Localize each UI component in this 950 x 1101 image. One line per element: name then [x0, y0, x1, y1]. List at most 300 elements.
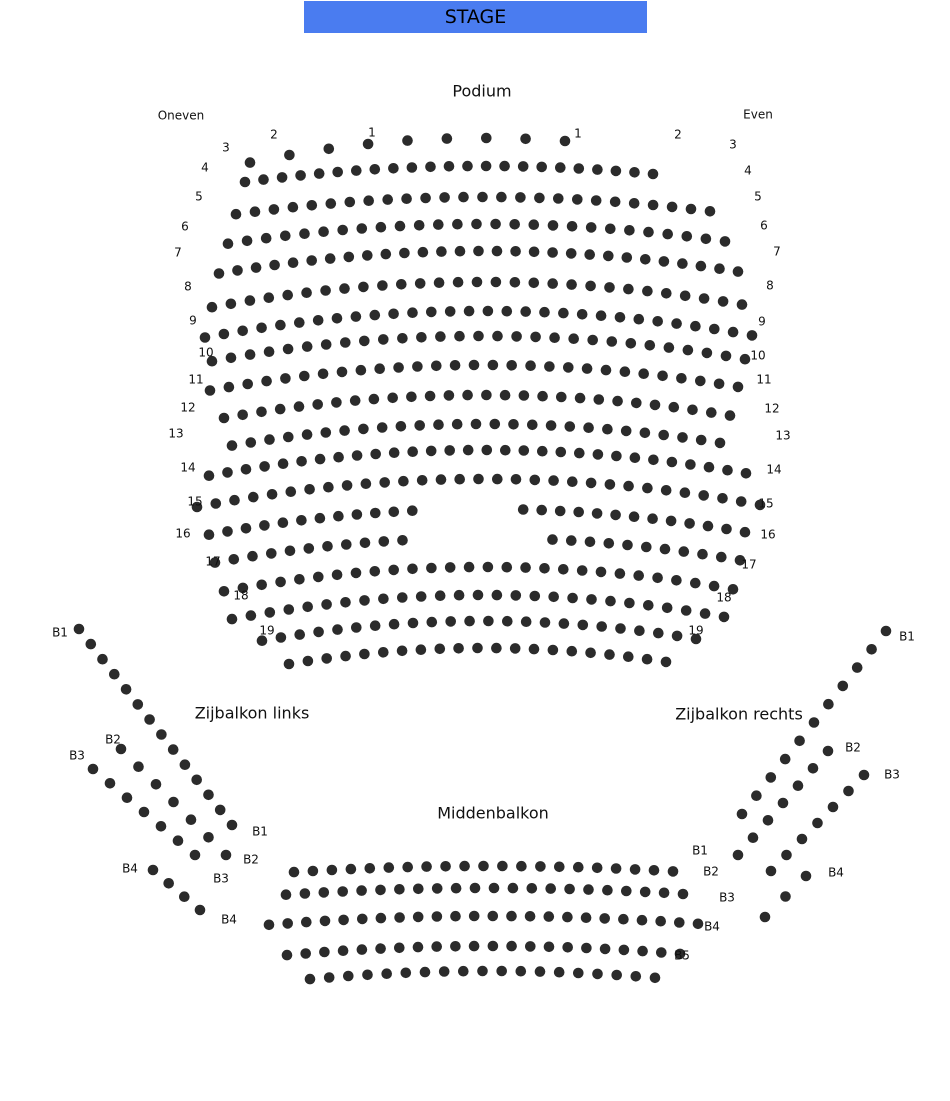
- middenbalkon-row-B5-seat-14[interactable]: [554, 967, 565, 978]
- podium-row-8-seat-7[interactable]: [321, 339, 332, 350]
- podium-row-8-seat-3[interactable]: [245, 349, 256, 360]
- podium-row-19-seat-13[interactable]: [510, 643, 521, 654]
- zijbalkon-rechts-row-B2-seat-5[interactable]: [763, 815, 774, 826]
- podium-row-15-seat-21[interactable]: [585, 537, 596, 548]
- podium-row-8-seat-21[interactable]: [587, 335, 598, 346]
- middenbalkon-row-B5-seat-7[interactable]: [420, 967, 431, 978]
- podium-row-19-seat-14[interactable]: [529, 644, 540, 655]
- podium-row-19-seat-1[interactable]: [284, 659, 295, 670]
- middenbalkon-row-B2-seat-4[interactable]: [337, 886, 348, 897]
- zijbalkon-links-row-B3-seat-2[interactable]: [105, 778, 116, 789]
- podium-row-18-seat-17[interactable]: [559, 618, 570, 629]
- podium-row-12-seat-5[interactable]: [278, 458, 289, 469]
- middenbalkon-row-B2-seat-17[interactable]: [583, 884, 594, 895]
- podium-row-15-seat-3[interactable]: [247, 551, 258, 562]
- podium-row-18-seat-13[interactable]: [483, 616, 494, 627]
- podium-row-17-seat-2[interactable]: [246, 610, 257, 621]
- podium-row-2-seat-19[interactable]: [574, 163, 585, 174]
- middenbalkon-row-B2-seat-9[interactable]: [432, 883, 443, 894]
- podium-row-7-seat-28[interactable]: [709, 324, 720, 335]
- podium-row-10-seat-9[interactable]: [369, 394, 380, 405]
- middenbalkon-row-B5-seat-8[interactable]: [439, 966, 450, 977]
- podium-row-4-seat-19[interactable]: [567, 221, 578, 232]
- podium-row-12-seat-29[interactable]: [722, 465, 733, 476]
- podium-row-4-seat-7[interactable]: [337, 225, 348, 236]
- podium-row-6-seat-3[interactable]: [245, 295, 256, 306]
- podium-row-18-seat-7[interactable]: [370, 620, 381, 631]
- zijbalkon-rechts-row-B3-seat-7[interactable]: [766, 866, 777, 877]
- podium-row-5-seat-19[interactable]: [547, 247, 558, 258]
- podium-row-14-seat-2[interactable]: [222, 526, 233, 537]
- middenbalkon-row-B4-seat-7[interactable]: [394, 943, 405, 954]
- zijbalkon-rechts-row-B1-seat-1[interactable]: [881, 626, 892, 637]
- podium-row-16-seat-18[interactable]: [539, 563, 550, 574]
- podium-row-4-seat-23[interactable]: [643, 227, 654, 238]
- podium-row-3-seat-9[interactable]: [382, 194, 393, 205]
- podium-row-13-seat-25[interactable]: [642, 483, 653, 494]
- podium-row-13-seat-24[interactable]: [623, 481, 634, 492]
- podium-row-14-seat-21[interactable]: [573, 507, 584, 518]
- podium-row-13-seat-11[interactable]: [379, 477, 390, 488]
- zijbalkon-rechts-row-B2-seat-1[interactable]: [823, 746, 834, 757]
- podium-row-7-seat-11[interactable]: [388, 309, 399, 320]
- podium-row-3-seat-23[interactable]: [648, 200, 659, 211]
- podium-row-4-seat-21[interactable]: [605, 224, 616, 235]
- podium-row-13-seat-2[interactable]: [211, 498, 222, 509]
- podium-row-7-seat-14[interactable]: [445, 306, 456, 317]
- podium-row-15-seat-27[interactable]: [697, 549, 708, 560]
- podium-row-17-seat-4[interactable]: [284, 604, 295, 615]
- middenbalkon-row-B2-seat-7[interactable]: [394, 884, 405, 895]
- podium-row-1-seat-2[interactable]: [284, 150, 295, 161]
- podium-row-5-seat-20[interactable]: [566, 248, 577, 259]
- podium-row-11-seat-21[interactable]: [602, 424, 613, 435]
- middenbalkon-row-B4-seat-12[interactable]: [488, 941, 499, 952]
- podium-row-3-seat-21[interactable]: [610, 197, 621, 208]
- podium-row-6-seat-4[interactable]: [264, 292, 275, 303]
- podium-row-13-seat-21[interactable]: [567, 476, 578, 487]
- podium-row-15-seat-24[interactable]: [641, 542, 652, 553]
- podium-row-7-seat-15[interactable]: [464, 306, 475, 317]
- podium-row-13-seat-5[interactable]: [267, 489, 278, 500]
- podium-row-10-seat-3[interactable]: [256, 407, 267, 418]
- zijbalkon-rechts-row-B1-seat-7[interactable]: [794, 736, 805, 747]
- podium-row-10-seat-2[interactable]: [237, 410, 248, 421]
- podium-row-16-seat-20[interactable]: [577, 565, 588, 576]
- podium-row-2-seat-4[interactable]: [295, 170, 306, 181]
- podium-row-11-seat-4[interactable]: [283, 432, 294, 443]
- middenbalkon-row-B5-seat-17[interactable]: [611, 970, 622, 981]
- podium-row-16-seat-10[interactable]: [388, 565, 399, 576]
- podium-row-7-seat-6[interactable]: [294, 317, 305, 328]
- middenbalkon-row-B4-seat-11[interactable]: [469, 941, 480, 952]
- podium-row-6-seat-13[interactable]: [434, 277, 445, 288]
- podium-row-16-seat-23[interactable]: [633, 570, 644, 581]
- zijbalkon-rechts-row-B2-seat-2[interactable]: [808, 763, 819, 774]
- podium-row-11-seat-2[interactable]: [246, 437, 257, 448]
- podium-row-9-seat-28[interactable]: [714, 379, 725, 390]
- zijbalkon-links-row-B1-seat-11[interactable]: [191, 775, 202, 786]
- podium-row-9-seat-5[interactable]: [280, 373, 291, 384]
- podium-row-18-seat-3[interactable]: [294, 629, 305, 640]
- podium-row-17-seat-17[interactable]: [530, 591, 541, 602]
- podium-row-12-seat-6[interactable]: [296, 456, 307, 467]
- middenbalkon-row-B1-seat-7[interactable]: [402, 862, 413, 873]
- podium-row-17-seat-25[interactable]: [681, 605, 692, 616]
- podium-row-14-seat-5[interactable]: [278, 517, 289, 528]
- podium-row-15-seat-19[interactable]: [547, 534, 558, 545]
- zijbalkon-rechts-row-B2-seat-6[interactable]: [748, 832, 759, 843]
- middenbalkon-row-B1-seat-6[interactable]: [384, 862, 395, 873]
- podium-row-4-seat-5[interactable]: [299, 228, 310, 239]
- podium-row-2-seat-20[interactable]: [592, 164, 603, 175]
- middenbalkon-row-B2-seat-6[interactable]: [375, 885, 386, 896]
- podium-row-17-seat-24[interactable]: [662, 603, 673, 614]
- podium-row-19-seat-6[interactable]: [378, 647, 389, 658]
- podium-row-4-seat-27[interactable]: [720, 236, 731, 247]
- podium-row-12-seat-24[interactable]: [630, 452, 641, 463]
- podium-row-7-seat-21[interactable]: [577, 309, 588, 320]
- podium-row-10-seat-8[interactable]: [350, 395, 361, 406]
- podium-row-3-seat-18[interactable]: [553, 193, 564, 204]
- podium-row-11-seat-14[interactable]: [471, 419, 482, 430]
- podium-row-6-seat-2[interactable]: [226, 299, 237, 310]
- podium-row-4-seat-2[interactable]: [242, 236, 253, 247]
- zijbalkon-rechts-row-B2-seat-3[interactable]: [793, 780, 804, 791]
- podium-row-10-seat-10[interactable]: [387, 393, 398, 404]
- podium-row-16-seat-5[interactable]: [294, 574, 305, 585]
- zijbalkon-links-row-B3-seat-4[interactable]: [139, 807, 150, 818]
- podium-row-6-seat-8[interactable]: [339, 283, 350, 294]
- podium-row-14-seat-1[interactable]: [204, 529, 215, 540]
- podium-row-3-seat-7[interactable]: [345, 197, 356, 208]
- middenbalkon-row-B4-seat-13[interactable]: [506, 941, 517, 952]
- podium-row-11-seat-20[interactable]: [583, 422, 594, 433]
- podium-row-6-seat-1[interactable]: [207, 302, 218, 313]
- podium-row-8-seat-14[interactable]: [454, 331, 465, 342]
- podium-row-16-seat-9[interactable]: [370, 566, 381, 577]
- podium-row-13-seat-13[interactable]: [417, 475, 428, 486]
- middenbalkon-row-B2-seat-1[interactable]: [281, 889, 292, 900]
- podium-row-15-seat-10[interactable]: [379, 536, 390, 547]
- podium-row-7-seat-17[interactable]: [502, 306, 513, 317]
- middenbalkon-row-B1-seat-12[interactable]: [497, 861, 508, 872]
- zijbalkon-rechts-row-B4-seat-3[interactable]: [760, 912, 771, 923]
- middenbalkon-row-B5-seat-15[interactable]: [573, 968, 584, 979]
- podium-row-12-seat-13[interactable]: [426, 446, 437, 457]
- podium-row-2-seat-11[interactable]: [425, 162, 436, 173]
- podium-row-16-seat-24[interactable]: [652, 573, 663, 584]
- podium-row-11-seat-11[interactable]: [414, 420, 425, 431]
- podium-row-15-seat-26[interactable]: [679, 546, 690, 557]
- middenbalkon-row-B2-seat-16[interactable]: [564, 884, 575, 895]
- podium-row-11-seat-13[interactable]: [452, 419, 463, 430]
- podium-row-19-seat-21[interactable]: [661, 657, 672, 668]
- zijbalkon-rechts-row-B1-seat-3[interactable]: [852, 662, 863, 673]
- podium-row-14-seat-24[interactable]: [629, 511, 640, 522]
- middenbalkon-row-B5-seat-6[interactable]: [401, 968, 412, 979]
- podium-row-8-seat-8[interactable]: [340, 337, 351, 348]
- podium-row-15-seat-28[interactable]: [716, 552, 727, 563]
- podium-row-18-seat-14[interactable]: [502, 616, 513, 627]
- podium-row-16-seat-26[interactable]: [690, 578, 701, 589]
- podium-row-7-seat-20[interactable]: [558, 308, 569, 319]
- podium-row-2-seat-17[interactable]: [536, 162, 547, 173]
- middenbalkon-row-B3-seat-7[interactable]: [376, 913, 387, 924]
- podium-row-9-seat-7[interactable]: [318, 369, 329, 380]
- podium-row-9-seat-2[interactable]: [224, 382, 235, 393]
- podium-row-4-seat-17[interactable]: [529, 219, 540, 230]
- middenbalkon-row-B2-seat-15[interactable]: [545, 883, 556, 894]
- podium-row-14-seat-7[interactable]: [315, 513, 326, 524]
- podium-row-6-seat-5[interactable]: [282, 290, 293, 301]
- podium-row-13-seat-17[interactable]: [492, 474, 503, 485]
- podium-row-14-seat-19[interactable]: [536, 505, 547, 516]
- podium-row-18-seat-15[interactable]: [521, 616, 532, 627]
- zijbalkon-links-row-B1-seat-6[interactable]: [133, 699, 144, 710]
- podium-row-13-seat-30[interactable]: [736, 496, 747, 507]
- podium-row-5-seat-16[interactable]: [492, 246, 503, 257]
- podium-row-3-seat-2[interactable]: [250, 206, 261, 217]
- podium-row-12-seat-21[interactable]: [574, 448, 585, 459]
- podium-row-6-seat-11[interactable]: [396, 279, 407, 290]
- podium-row-5-seat-13[interactable]: [436, 246, 447, 257]
- podium-row-3-seat-1[interactable]: [231, 209, 242, 220]
- middenbalkon-row-B2-seat-12[interactable]: [489, 883, 500, 894]
- podium-row-4-seat-4[interactable]: [280, 231, 291, 242]
- podium-row-5-seat-1[interactable]: [214, 268, 225, 279]
- middenbalkon-row-B5-seat-9[interactable]: [458, 966, 469, 977]
- middenbalkon-row-B2-seat-21[interactable]: [659, 888, 670, 899]
- podium-row-8-seat-27[interactable]: [702, 348, 713, 359]
- podium-row-6-seat-26[interactable]: [680, 291, 691, 302]
- podium-row-14-seat-20[interactable]: [555, 506, 566, 517]
- podium-row-7-seat-9[interactable]: [351, 311, 362, 322]
- podium-row-11-seat-16[interactable]: [508, 419, 519, 430]
- podium-row-14-seat-25[interactable]: [647, 513, 658, 524]
- middenbalkon-row-B3-seat-8[interactable]: [394, 912, 405, 923]
- middenbalkon-row-B3-seat-24[interactable]: [693, 919, 704, 930]
- middenbalkon-row-B2-seat-11[interactable]: [470, 883, 481, 894]
- podium-row-5-seat-12[interactable]: [418, 247, 429, 258]
- podium-row-2-seat-7[interactable]: [351, 165, 362, 176]
- zijbalkon-links-row-B1-seat-5[interactable]: [121, 684, 132, 695]
- podium-row-14-seat-29[interactable]: [721, 524, 732, 535]
- middenbalkon-row-B3-seat-18[interactable]: [581, 912, 592, 923]
- zijbalkon-links-row-B1-seat-10[interactable]: [180, 759, 191, 770]
- podium-row-9-seat-16[interactable]: [488, 360, 499, 371]
- podium-row-10-seat-15[interactable]: [481, 390, 492, 401]
- podium-row-11-seat-25[interactable]: [677, 432, 688, 443]
- podium-row-3-seat-24[interactable]: [667, 202, 678, 213]
- podium-row-8-seat-10[interactable]: [378, 334, 389, 345]
- podium-row-13-seat-23[interactable]: [605, 479, 616, 490]
- podium-row-13-seat-3[interactable]: [229, 495, 240, 506]
- zijbalkon-links-row-B3-seat-3[interactable]: [122, 792, 133, 803]
- podium-row-19-seat-15[interactable]: [548, 645, 559, 656]
- podium-row-7-seat-1[interactable]: [200, 332, 211, 343]
- middenbalkon-row-B1-seat-18[interactable]: [611, 863, 622, 874]
- podium-row-10-seat-24[interactable]: [650, 400, 661, 411]
- middenbalkon-row-B3-seat-23[interactable]: [674, 917, 685, 928]
- podium-row-9-seat-6[interactable]: [299, 371, 310, 382]
- podium-row-10-seat-22[interactable]: [612, 396, 623, 407]
- podium-row-10-seat-26[interactable]: [687, 405, 698, 416]
- podium-row-16-seat-14[interactable]: [464, 562, 475, 573]
- podium-row-5-seat-25[interactable]: [659, 256, 670, 267]
- podium-row-11-seat-7[interactable]: [339, 425, 350, 436]
- zijbalkon-rechts-row-B1-seat-5[interactable]: [823, 699, 834, 710]
- podium-row-17-seat-1[interactable]: [227, 614, 238, 625]
- zijbalkon-links-row-B1-seat-2[interactable]: [86, 639, 97, 650]
- podium-row-6-seat-9[interactable]: [358, 282, 369, 293]
- podium-row-4-seat-16[interactable]: [509, 219, 520, 230]
- podium-row-17-seat-21[interactable]: [605, 596, 616, 607]
- podium-row-2-seat-12[interactable]: [444, 161, 455, 172]
- podium-row-15-seat-23[interactable]: [622, 540, 633, 551]
- podium-row-8-seat-20[interactable]: [568, 333, 579, 344]
- podium-row-17-seat-7[interactable]: [340, 597, 351, 608]
- podium-row-19-seat-17[interactable]: [585, 648, 596, 659]
- podium-row-7-seat-3[interactable]: [237, 326, 248, 337]
- middenbalkon-row-B2-seat-14[interactable]: [527, 883, 538, 894]
- podium-row-12-seat-28[interactable]: [704, 462, 715, 473]
- zijbalkon-links-row-B2-seat-3[interactable]: [151, 779, 162, 790]
- podium-row-9-seat-4[interactable]: [261, 376, 272, 387]
- podium-row-10-seat-12[interactable]: [425, 391, 436, 402]
- podium-row-18-seat-8[interactable]: [389, 619, 400, 630]
- middenbalkon-row-B2-seat-22[interactable]: [678, 889, 689, 900]
- podium-row-17-seat-3[interactable]: [265, 607, 276, 618]
- podium-row-16-seat-6[interactable]: [313, 572, 324, 583]
- podium-row-9-seat-11[interactable]: [393, 362, 404, 373]
- podium-row-8-seat-15[interactable]: [473, 331, 484, 342]
- podium-row-10-seat-28[interactable]: [725, 410, 736, 421]
- podium-row-4-seat-8[interactable]: [357, 223, 368, 234]
- zijbalkon-links-row-B4-seat-2[interactable]: [163, 878, 174, 889]
- podium-row-14-seat-6[interactable]: [296, 515, 307, 526]
- zijbalkon-links-row-B4-seat-4[interactable]: [195, 905, 206, 916]
- middenbalkon-row-B2-seat-8[interactable]: [413, 884, 424, 895]
- podium-row-15-seat-11[interactable]: [397, 535, 408, 546]
- podium-row-5-seat-14[interactable]: [455, 246, 466, 257]
- podium-row-14-seat-12[interactable]: [407, 505, 418, 516]
- podium-row-16-seat-11[interactable]: [407, 564, 418, 575]
- podium-row-8-seat-29[interactable]: [740, 354, 751, 365]
- podium-row-11-seat-8[interactable]: [358, 424, 369, 435]
- zijbalkon-rechts-row-B1-seat-8[interactable]: [780, 754, 791, 765]
- middenbalkon-row-B3-seat-11[interactable]: [450, 911, 461, 922]
- podium-row-11-seat-19[interactable]: [565, 421, 576, 432]
- podium-row-9-seat-21[interactable]: [582, 363, 593, 374]
- podium-row-2-seat-14[interactable]: [481, 161, 492, 172]
- podium-row-5-seat-26[interactable]: [677, 258, 688, 269]
- podium-row-5-seat-2[interactable]: [232, 265, 243, 276]
- zijbalkon-links-row-B1-seat-1[interactable]: [74, 624, 85, 635]
- zijbalkon-links-row-B1-seat-12[interactable]: [203, 790, 214, 801]
- podium-row-1-seat-7[interactable]: [481, 133, 492, 144]
- middenbalkon-row-B2-seat-3[interactable]: [319, 887, 330, 898]
- podium-row-15-seat-25[interactable]: [660, 544, 671, 555]
- podium-row-11-seat-26[interactable]: [696, 435, 707, 446]
- podium-row-12-seat-7[interactable]: [315, 454, 326, 465]
- podium-row-17-seat-16[interactable]: [511, 590, 522, 601]
- podium-row-15-seat-8[interactable]: [341, 539, 352, 550]
- podium-row-10-seat-7[interactable]: [331, 397, 342, 408]
- podium-row-12-seat-25[interactable]: [648, 455, 659, 466]
- podium-row-3-seat-8[interactable]: [363, 195, 374, 206]
- zijbalkon-rechts-row-B4-seat-2[interactable]: [780, 891, 791, 902]
- podium-row-3-seat-25[interactable]: [686, 204, 697, 215]
- podium-row-9-seat-18[interactable]: [525, 360, 536, 371]
- podium-row-13-seat-6[interactable]: [286, 486, 297, 497]
- podium-row-7-seat-12[interactable]: [407, 307, 418, 318]
- podium-row-5-seat-4[interactable]: [269, 260, 280, 271]
- zijbalkon-links-row-B2-seat-4[interactable]: [168, 797, 179, 808]
- podium-row-5-seat-21[interactable]: [584, 249, 595, 260]
- podium-row-18-seat-9[interactable]: [408, 618, 419, 629]
- podium-row-17-seat-22[interactable]: [624, 598, 635, 609]
- middenbalkon-row-B3-seat-20[interactable]: [618, 914, 629, 925]
- podium-row-11-seat-15[interactable]: [490, 419, 501, 430]
- podium-row-8-seat-22[interactable]: [607, 336, 618, 347]
- podium-row-9-seat-24[interactable]: [638, 368, 649, 379]
- podium-row-4-seat-14[interactable]: [471, 219, 482, 230]
- podium-row-13-seat-28[interactable]: [698, 490, 709, 501]
- podium-row-8-seat-6[interactable]: [302, 341, 313, 352]
- podium-row-7-seat-10[interactable]: [370, 310, 381, 321]
- podium-row-18-seat-20[interactable]: [615, 623, 626, 634]
- podium-row-17-seat-14[interactable]: [473, 590, 484, 601]
- podium-row-12-seat-3[interactable]: [241, 464, 252, 475]
- podium-row-3-seat-6[interactable]: [326, 198, 337, 209]
- zijbalkon-links-row-B2-seat-7[interactable]: [221, 850, 232, 861]
- podium-row-12-seat-8[interactable]: [333, 452, 344, 463]
- podium-row-18-seat-18[interactable]: [578, 620, 589, 631]
- podium-row-1-seat-4[interactable]: [363, 139, 374, 150]
- middenbalkon-row-B2-seat-13[interactable]: [508, 883, 519, 894]
- podium-row-1-seat-1[interactable]: [245, 157, 256, 168]
- middenbalkon-row-B1-seat-3[interactable]: [327, 865, 338, 876]
- podium-row-6-seat-27[interactable]: [699, 293, 710, 304]
- podium-row-7-seat-30[interactable]: [747, 330, 758, 341]
- podium-row-5-seat-8[interactable]: [344, 252, 355, 263]
- podium-row-12-seat-11[interactable]: [389, 447, 400, 458]
- middenbalkon-row-B4-seat-6[interactable]: [375, 943, 386, 954]
- podium-row-8-seat-23[interactable]: [626, 338, 637, 349]
- podium-row-19-seat-2[interactable]: [303, 656, 314, 667]
- middenbalkon-row-B1-seat-9[interactable]: [440, 861, 451, 872]
- podium-row-2-seat-5[interactable]: [314, 168, 325, 179]
- podium-row-12-seat-14[interactable]: [444, 445, 455, 456]
- podium-row-13-seat-16[interactable]: [473, 474, 484, 485]
- podium-row-19-seat-11[interactable]: [472, 643, 483, 654]
- middenbalkon-row-B5-seat-12[interactable]: [516, 966, 527, 977]
- podium-row-12-seat-17[interactable]: [500, 445, 511, 456]
- podium-row-8-seat-9[interactable]: [359, 336, 370, 347]
- middenbalkon-row-B2-seat-5[interactable]: [356, 885, 367, 896]
- podium-row-18-seat-6[interactable]: [351, 622, 362, 633]
- podium-row-8-seat-19[interactable]: [549, 332, 560, 343]
- zijbalkon-links-row-B3-seat-1[interactable]: [88, 764, 99, 775]
- podium-row-16-seat-13[interactable]: [445, 562, 456, 573]
- zijbalkon-links-row-B2-seat-5[interactable]: [186, 814, 197, 825]
- middenbalkon-row-B1-seat-19[interactable]: [630, 864, 641, 875]
- podium-row-6-seat-17[interactable]: [510, 277, 521, 288]
- podium-row-18-seat-21[interactable]: [634, 625, 645, 636]
- zijbalkon-rechts-row-B3-seat-6[interactable]: [781, 850, 792, 861]
- podium-row-3-seat-26[interactable]: [705, 206, 716, 217]
